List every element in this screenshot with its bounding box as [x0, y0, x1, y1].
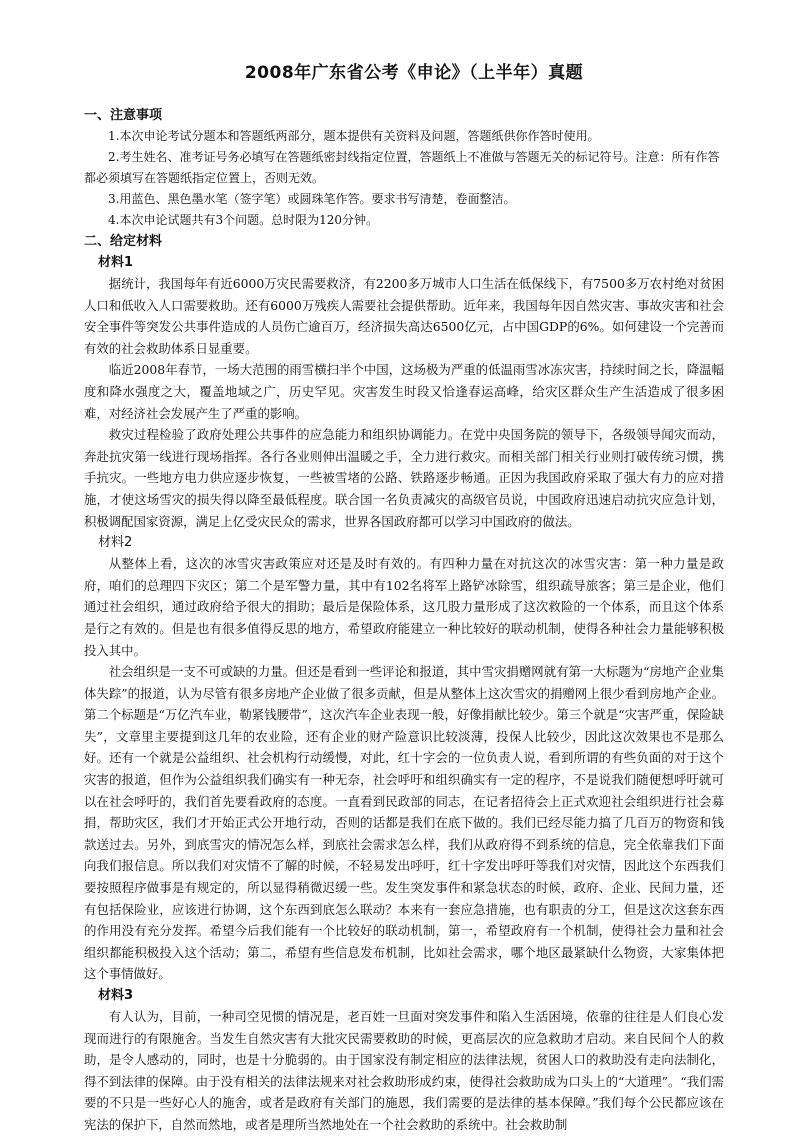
material-2-label: 材料2: [98, 535, 133, 551]
note-item-1: 1.本次申论考试分题本和答题纸两部分，题本提供有关资料及问题，答题纸供你作答时使用。: [108, 129, 600, 143]
note-item-4: 4.本次申论试题共有3个问题。总时限为120分钟。: [108, 213, 378, 227]
material-2-paragraph-1: 从整体上看，这次的冰雪灾害政策应对还是及时有效的。有四种力量在对抗这次的冰雪灾害：第一种力量是政府，咱们的总理四下灾区；第二个是军警力量，其中有102名将军上路铲冰除雪，组织疏导旅客；第三是企业，他们通过社会组织，通过政府给予很大的捐助；最后是保险体系，这几股力量形成了这次救险的一个体系，而且这个体系是行之有效的。但是也有很多值得反思的地方，希望政府能建立一种比较好的联动机制，使得各种社会力量能够积极投入其中。: [84, 556, 724, 658]
document-title: 2008年广东省公考《申论》（上半年）真题: [244, 63, 584, 83]
material-1-paragraph-2: 临近2008年春节，一场大范围的雨雪横扫半个中国，这场极为严重的低温雨雪冰冻灾害，持续时间之长，降温幅度和降水强度之大，覆盖地域之广，历史罕见。灾害发生时段又恰逢春运高峰，给灾区群众生产生活造成了很多困难，对经济社会发展产生了严重的影响。: [84, 362, 724, 421]
section-heading-materials: 二、给定材料: [84, 234, 163, 249]
material-3-paragraph-1: 有人认为，目前，一种司空见惯的情况是，老百姓一旦面对突发事件和陷入生活困境，依靠的往往是人们良心发现而进行的有限施舍。当发生自然灾害有大批灾民需要救助的时候，更高层次的应急救助才启动。来自民间个人的救助，是令人感动的，同时，也是十分脆弱的。由于国家没有制定相应的法律法规，贫困人口的救助没有走向法制化，得不到法律的保障。由于没有相关的法律法规来对社会救助形成约束，使得社会救助成为口头上的“大道理”。“我们需要的不只是一些好心人的施舍，或者是政府有关部门的施恩，我们需要的是法律的基本保障。”我们每个公民都应该在宪法的保护下，自然而然地，或者是理所当然地处在一个社会救助的系统中。社会救助制: [84, 1009, 724, 1132]
material-1-label: 材料1: [98, 255, 134, 270]
note-item-3: 3.用蓝色、黑色墨水笔（签字笔）或圆珠笔作答。要求书写清楚，卷面整洁。: [108, 192, 516, 206]
note-item-2: 2.考生姓名、准考证号务必填写在答题纸密封线指定位置，答题纸上不准做与答题无关的标记符号。注意：所有作答都必须填写在答题纸指定位置上，否则无效。: [84, 150, 720, 185]
material-2-paragraph-2: 社会组织是一支不可或缺的力量。但还是看到一些评论和报道，其中雪灾捐赠网就有第一大标题为“房地产企业集体失踪”的报道，认为尽管有很多房地产企业做了很多贡献，但是从整体上这次雪灾的捐赠网上很少看到房地产企业。第二个标题是“万亿汽车业，勒紧钱腰带”，这次汽车企业表现一般，好像捐献比较少。第三个就是“灾害严重，保险缺失”，文章里主要提到这几年的农业险，还有企业的财产险意识比较淡薄，投保人比较少，因此这次效果也不是那么好。还有一个就是公益组织、社会机构行动缓慢，对此，红十字会的一位负责人说，看到所谓的有些负面的对于这个灾害的报道，但作为公益组织我们确实有一种无奈，社会呼吁和组织确实有一定的程序，不是说我们随便想呼吁就可以在社会呼吁的，我们首先要看政府的态度。一直看到民政部的同志，在记者招待会上正式欢迎社会组织进行社会募捐，帮助灾区，我们才开始正式公开地行动，否则的话都是我们在底下做的。我们已经尽能力搞了几百万的物资和钱款送过去。另外，到底雪灾的情况怎么样，到底社会需求怎么样，我们从政府得不到系统的信息，完全依靠我们下面向我们报信息。所以我们对灾情不了解的时候，不轻易发出呼吁，红十字发出呼吁等我们对灾情，因此这个东西我们要按照程序做事是有规定的，所以显得稍微迟缓一些。发生突发事件和紧急状态的时候，政府、企业、民间力量，还有包括保险业，应该进行协调，这个东西到底怎么联动？本来有一套应急措施，也有职责的分工，但是这次这套东西的作用没有充分发挥。希望今后我们能有一个比较好的联动机制，第一，希望政府有一个机制，使得社会力量和社会组织都能积极投入这个活动；第二，希望有些信息发布机制，比如社会需求，哪个地区最紧缺什么物资，大家集体把这个事情做好。: [84, 664, 724, 982]
material-1-paragraph-3: 救灾过程检验了政府处理公共事件的应急能力和组织协调能力。在党中央国务院的领导下，各级领导闻灾而动，奔赴抗灾第一线进行现场指挥。各行各业则伸出温暖之手，全力进行救灾。而相关部门相关行业则打破传统习惯，携手抗灾。一些地方电力供应逐步恢复，一些被雪堵的公路、铁路逐步畅通。正因为我国政府采取了强大有力的应对措施，才使这场雪灾的损失得以降至最低程度。联合国一名负责减灾的高级官员说，中国政府迅速启动抗灾应急计划，积极调配国家资源，满足上亿受灾民众的需求，世界各国政府都可以学习中国政府的做法。: [84, 427, 724, 529]
material-3-label: 材料3: [98, 988, 134, 1003]
material-1-paragraph-1: 据统计，我国每年有近6000万灾民需要救济，有2200多万城市人口生活在低保线下，有7500多万农村绝对贫困人口和低收入人口需要救助。还有6000万残疾人需要社会提供帮助。近年来，我国每年因自然灾害、事故灾害和社会安全事件等突发公共事件造成的人员伤亡逾百万，经济损失高达6500亿元，占中国GDP的6%。如何建设一个完善而有效的社会救助体系日显重要。: [84, 276, 724, 356]
section-heading-notes: 一、注意事项: [84, 108, 163, 123]
